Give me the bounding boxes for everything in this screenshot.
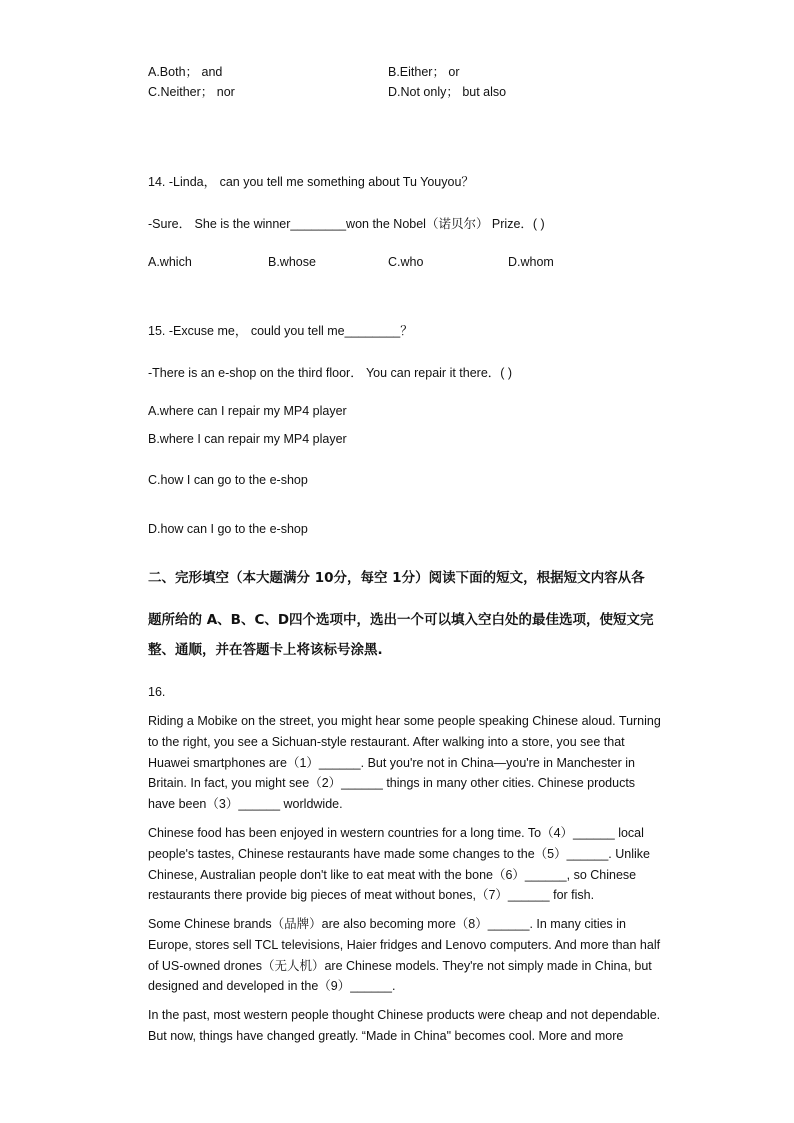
passage-line: restaurants there provide big pieces of meat without bones,（7）______ for fish. — [148, 888, 595, 903]
passage-line: of US-owned drones（无人机）are Chinese models. They're not simply made in China, but — [148, 958, 652, 973]
passage-line: have been（3）______ worldwide. — [148, 797, 343, 812]
q14-option-b: B.whose — [268, 255, 316, 269]
q14-option-c: C.who — [388, 255, 424, 269]
passage-line: Huawei smartphones are（1）______. But you're not in China—you're in Manchester in — [148, 755, 635, 770]
passage-paragraph-4 — [148, 1005, 688, 1047]
q15-option-d: D.how can I go to the e-shop — [148, 522, 308, 536]
q16-number: 16. — [148, 685, 166, 699]
q13-option-c: C.Neither； nor — [148, 85, 235, 99]
q14-question: 14. -Linda， can you tell me something about Tu Youyou？ — [148, 175, 474, 189]
passage-line: In the past, most western people thought Chinese products were cheap and not dependable. — [148, 1008, 661, 1022]
passage-line: to the right, you see a Sichuan-style restaurant. After walking into a store, you see that — [148, 734, 625, 749]
passage-line: Riding a Mobike on the street, you might hear some people speaking Chinese aloud. Turning — [148, 714, 661, 728]
section-heading-line-3: 整、通顺，并在答题卡上将该标号涂黑. — [148, 642, 383, 658]
passage-line: Britain. In fact, you might see（2）______ things in many other cities. Chinese products — [148, 776, 636, 791]
passage-line: Chinese food has been enjoyed in western countries for a long time. To（4）______ local — [148, 826, 644, 840]
section-heading-line-1: 二、完形填空（本大题满分 10分，每空 1分）阅读下面的短文，根据短文内容从各 — [148, 570, 645, 586]
q15-prompt: -There is an e-shop on the third floor． You can repair it there．( ) — [148, 366, 513, 380]
passage-line: Chinese, Australian people don't like to eat meat with the bone（6）______, so Chinese — [148, 867, 637, 882]
q15-option-a: A.where can I repair my MP4 player — [148, 404, 347, 418]
passage-line: But now, things have changed greatly. “Made in China" becomes cool. More and more — [148, 1028, 624, 1043]
q15-question: 15. -Excuse me， could you tell me________？ — [148, 324, 413, 338]
q14-option-d: D.whom — [508, 255, 554, 269]
q13-option-a: A.Both； and — [148, 65, 223, 79]
passage-paragraph-2 — [148, 823, 688, 906]
passage-paragraph-3 — [148, 914, 688, 997]
q14-prompt: -Sure． She is the winner________won the Nobel（诺贝尔） Prize．( ) — [148, 217, 545, 231]
section-heading-line-2: 题所给的 A、B、C、D四个选项中，选出一个可以填入空白处的最佳选项，使短文完 — [148, 612, 654, 628]
passage-paragraph-1 — [148, 711, 688, 815]
passage-line: Some Chinese brands（品牌）are also becoming more（8）______. In many cities in — [148, 917, 627, 931]
q15-option-c: C.how I can go to the e-shop — [148, 473, 308, 487]
passage-line: people's tastes, Chinese restaurants have made some changes to the（5）______. Unlike — [148, 846, 650, 861]
q13-option-b: B.Either； or — [388, 65, 460, 79]
q14-option-a: A.which — [148, 255, 192, 269]
q13-option-d: D.Not only； but also — [388, 85, 507, 99]
passage-line: Europe, stores sell TCL televisions, Haier fridges and Lenovo computers. And more than half — [148, 937, 661, 952]
q15-option-b: B.where I can repair my MP4 player — [148, 432, 347, 446]
passage-line: designed and developed in the（9）______. — [148, 979, 396, 994]
